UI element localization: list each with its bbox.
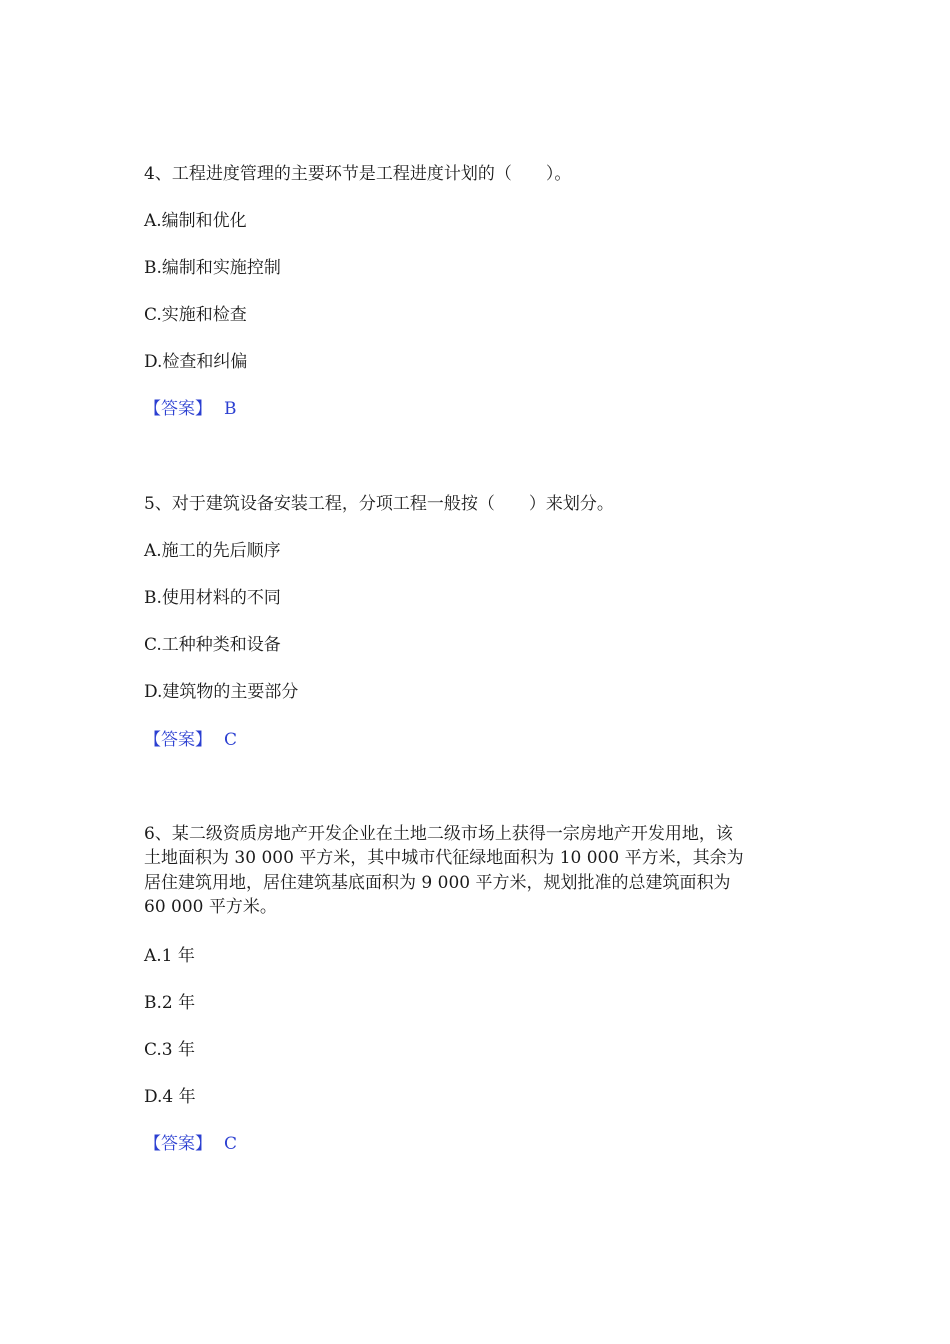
question-6-stem-line-4: 60 000 平方米。: [144, 897, 277, 917]
question-5-answer: [144, 728, 237, 752]
question-6-option-b: B.2 年: [144, 993, 196, 1013]
question-5-option-c: C.工种种类和设备: [144, 635, 281, 655]
question-4-answer: [144, 397, 237, 421]
question-6-stem-line-1: 6、某二级资质房地产开发企业在土地二级市场上获得一宗房地产开发用地，该: [144, 824, 733, 844]
question-6-option-c: C.3 年: [144, 1040, 196, 1060]
question-6-option-a: A.1 年: [144, 946, 195, 966]
question-6-stem-line-2: 土地面积为 30 000 平方米，其中城市代征绿地面积为 10 000 平方米，其余为: [144, 848, 744, 868]
question-4-stem: 4、工程进度管理的主要环节是工程进度计划的（ ）。: [144, 164, 572, 184]
question-4-option-c: C.实施和检查: [144, 305, 247, 325]
question-6-option-d: D.4 年: [144, 1087, 196, 1107]
question-4-option-a: A.编制和优化: [144, 211, 247, 231]
answer-value: C: [224, 730, 238, 750]
answer-label: 【答案】: [144, 399, 212, 419]
answer-value: C: [224, 1134, 238, 1154]
question-4-option-b: B.编制和实施控制: [144, 258, 281, 278]
answer-label: 【答案】: [144, 730, 212, 750]
question-5-option-d: D.建筑物的主要部分: [144, 682, 299, 702]
question-6-stem-line-3: 居住建筑用地，居住建筑基底面积为 9 000 平方米，规划批准的总建筑面积为: [144, 873, 731, 893]
question-6-answer: [144, 1132, 237, 1156]
question-5-stem: 5、对于建筑设备安装工程，分项工程一般按（ ）来划分。: [144, 494, 614, 514]
answer-value: B: [224, 399, 237, 419]
answer-label: 【答案】: [144, 1134, 212, 1154]
question-4-option-d: D.检查和纠偏: [144, 352, 248, 372]
question-5-option-b: B.使用材料的不同: [144, 588, 281, 608]
question-5-option-a: A.施工的先后顺序: [144, 541, 281, 561]
